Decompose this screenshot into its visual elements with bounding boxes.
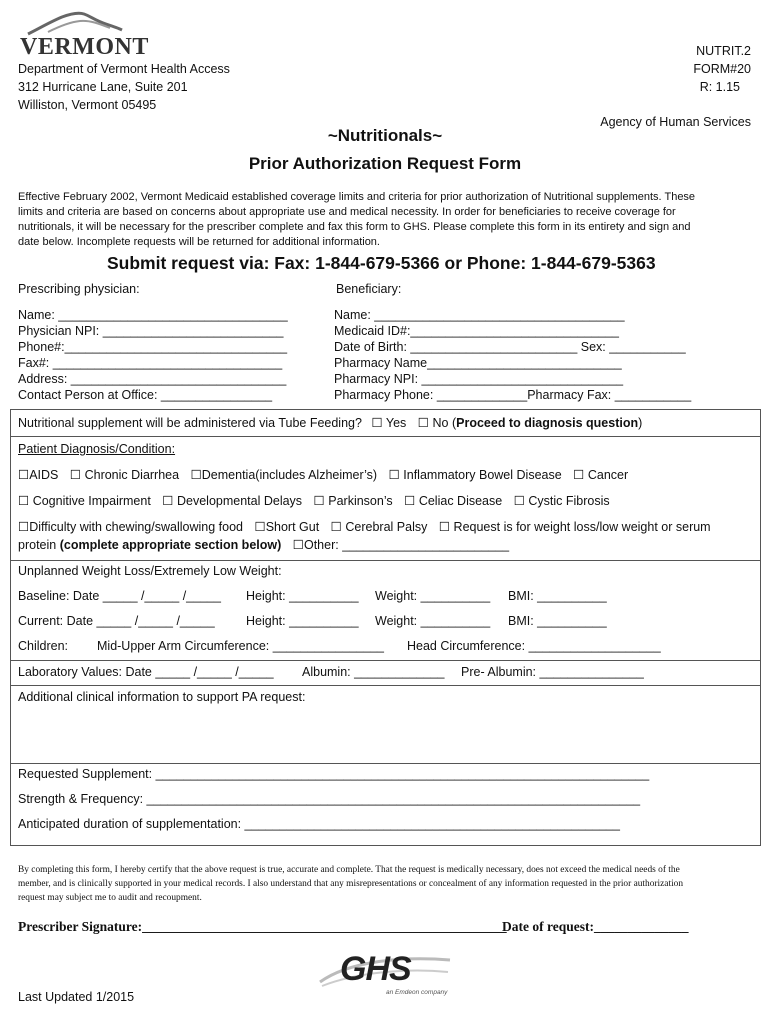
baseline-date-field[interactable]: Baseline: Date _____ /_____ /_____ xyxy=(18,589,221,603)
certify-line: By completing this form, I hereby certify that the above request is true, accurate and complete. That the request is medically necessary, does not exceed the medical needs of the xyxy=(18,865,680,875)
prescriber-npi-field[interactable]: Physician NPI: __________________________ xyxy=(18,324,284,338)
chewing-checkbox[interactable]: ☐ xyxy=(18,520,30,534)
cystic-fibrosis-label: Cystic Fibrosis xyxy=(528,494,610,508)
ghs-logo xyxy=(318,950,453,1000)
prescriber-phone-field[interactable]: Phone#:________________________________ xyxy=(18,340,288,354)
current-height-field[interactable]: Height: __________ xyxy=(246,614,359,628)
ghs-tagline: an Emdeon company xyxy=(386,989,448,996)
address-line-2: Williston, Vermont 05495 xyxy=(18,98,157,112)
pharmacy-npi-field[interactable]: Pharmacy NPI: _____________________________ xyxy=(334,372,624,386)
logo-text: VERMONT xyxy=(20,34,149,60)
prescriber-contact-field[interactable]: Contact Person at Office: ________________ xyxy=(18,388,273,402)
ibd-label: Inflammatory Bowel Disease xyxy=(403,468,562,482)
baseline-height-field[interactable]: Height: __________ xyxy=(246,589,359,603)
proceed-note: Proceed to diagnosis question xyxy=(456,416,639,430)
cancer-label: Cancer xyxy=(587,468,629,482)
other-field[interactable]: Other: ________________________ xyxy=(303,538,510,552)
pharmacy-phone-fax-field[interactable]: Pharmacy Phone: _____________Pharmacy Fax: ___________ xyxy=(334,388,692,402)
prescriber-signature-field[interactable]: Prescriber Signature:______________________________________________________ xyxy=(18,919,507,934)
albumin-field[interactable]: Albumin: _____________ xyxy=(302,665,445,679)
beneficiary-name-field[interactable]: Name: ____________________________________ xyxy=(334,308,625,322)
agency-name: Agency of Human Services xyxy=(600,115,751,129)
diagnosis-row-3 xyxy=(18,519,711,534)
strength-frequency-field[interactable]: Strength & Frequency: _______________________________________________________________________ xyxy=(18,792,641,806)
weight-loss-checkbox[interactable]: ☐ xyxy=(438,520,451,534)
requested-supplement-field[interactable]: Requested Supplement: _______________________________________________________________________ xyxy=(18,767,650,781)
baseline-bmi-field[interactable]: BMI: __________ xyxy=(508,589,607,603)
parkinsons-checkbox[interactable]: ☐ xyxy=(313,494,325,508)
cerebral-palsy-checkbox[interactable]: ☐ xyxy=(330,520,342,534)
tube-feeding-row xyxy=(18,415,642,430)
submit-instructions: Submit request via: Fax: 1-844-679-5366 or Phone: 1-844-679-5363 xyxy=(107,253,656,273)
ghs-logo-text: GHS xyxy=(340,950,411,988)
children-label: Children: xyxy=(18,639,69,653)
intro-line: Effective February 2002, Vermont Medicaid established coverage limits and criteria for prior authorization of Nutritional supplements. These xyxy=(18,191,696,203)
dob-sex-field[interactable]: Date of Birth: ________________________ Sex: ___________ xyxy=(334,340,686,354)
protein-label: protein xyxy=(18,538,60,552)
medicaid-id-field[interactable]: Medicaid ID#:______________________________ xyxy=(334,324,619,338)
cystic-fibrosis-checkbox[interactable]: ☐ xyxy=(513,494,525,508)
address-line-1: 312 Hurricane Lane, Suite 201 xyxy=(18,80,188,94)
form-title-1: ~Nutritionals~ xyxy=(327,126,443,145)
last-updated: Last Updated 1/2015 xyxy=(18,990,135,1004)
prescriber-fax-field[interactable]: Fax#: _________________________________ xyxy=(18,356,283,370)
certify-line: member, and is clinically supported in your medical records. I also understand that any misrepresentations or concealment of any information requested in the prior authorization xyxy=(18,879,684,889)
intro-line: limits and criteria are based on concerns about appropriate use and medical necessity. In order for beneficiaries to receive coverage for xyxy=(18,206,676,218)
current-date-field[interactable]: Current: Date _____ /_____ /_____ xyxy=(18,614,215,628)
weight-loss-label: Request is for weight loss/low weight or serum xyxy=(453,520,711,534)
intro-line: nutritionals, it will be necessary for the prescriber complete and fax this form to GHS. Please complete this form in its entirety and sign and xyxy=(18,221,691,233)
certify-line: request may subject me to audit and recoupment. xyxy=(18,893,202,903)
chronic-diarrhea-checkbox[interactable]: ☐ xyxy=(69,468,82,482)
prescriber-name-field[interactable]: Name: _________________________________ xyxy=(18,308,288,322)
yes-checkbox[interactable]: ☐ xyxy=(371,416,383,430)
yes-label: Yes xyxy=(385,416,407,430)
intro-line: date below. Incomplete requests will be returned for additional information. xyxy=(18,236,380,248)
cancer-checkbox[interactable]: ☐ xyxy=(573,468,585,482)
form-code-3: R: 1.15 xyxy=(699,80,740,94)
muac-field[interactable]: Mid-Upper Arm Circumference: ________________ xyxy=(97,639,384,653)
diagnosis-heading: Patient Diagnosis/Condition: xyxy=(18,442,176,456)
current-weight-field[interactable]: Weight: __________ xyxy=(375,614,491,628)
pharmacy-name-field[interactable]: Pharmacy Name____________________________ xyxy=(334,356,622,370)
tube-feeding-question: Nutritional supplement will be administered via Tube Feeding? xyxy=(18,416,362,430)
additional-info-area[interactable] xyxy=(12,706,757,761)
aids-label: AIDS xyxy=(29,468,59,482)
prescriber-address-field[interactable]: Address: _______________________________ xyxy=(18,372,287,386)
cognitive-label: Cognitive Impairment xyxy=(32,494,151,508)
developmental-checkbox[interactable]: ☐ xyxy=(162,494,174,508)
date-of-request-field[interactable]: Date of request:______________ xyxy=(502,919,689,934)
parkinsons-label: Parkinson’s xyxy=(328,494,393,508)
complete-section-note: (complete appropriate section below) xyxy=(59,538,282,552)
current-bmi-field[interactable]: BMI: __________ xyxy=(508,614,607,628)
ibd-checkbox[interactable]: ☐ xyxy=(388,468,400,482)
developmental-label: Developmental Delays xyxy=(177,494,303,508)
cerebral-palsy-label: Cerebral Palsy xyxy=(345,520,428,534)
form-code-2: FORM#20 xyxy=(693,62,751,76)
close-paren: ) xyxy=(638,416,643,430)
chewing-label: Difficulty with chewing/swallowing food xyxy=(29,520,243,534)
dept-name: Department of Vermont Health Access xyxy=(18,62,230,76)
aids-checkbox[interactable]: ☐ xyxy=(18,468,30,482)
celiac-checkbox[interactable]: ☐ xyxy=(404,494,416,508)
beneficiary-heading: Beneficiary: xyxy=(336,282,402,296)
head-circumference-field[interactable]: Head Circumference: ___________________ xyxy=(407,639,661,653)
prescriber-heading: Prescribing physician: xyxy=(18,282,140,296)
diagnosis-row-1 xyxy=(18,467,628,482)
chronic-diarrhea-label: Chronic Diarrhea xyxy=(84,468,180,482)
diagnosis-row-3b xyxy=(18,537,509,552)
weight-heading: Unplanned Weight Loss/Extremely Low Weight: xyxy=(18,564,282,578)
baseline-weight-field[interactable]: Weight: __________ xyxy=(375,589,491,603)
additional-info-label: Additional clinical information to support PA request: xyxy=(18,690,306,704)
diagnosis-row-2 xyxy=(18,493,610,508)
cognitive-checkbox[interactable]: ☐ xyxy=(18,494,30,508)
no-label: No ( xyxy=(432,416,457,430)
dementia-checkbox[interactable]: ☐ xyxy=(190,468,202,482)
form-title-2: Prior Authorization Request Form xyxy=(248,154,522,173)
other-checkbox[interactable]: ☐ xyxy=(292,538,304,552)
form-code-1: NUTRIT.2 xyxy=(696,44,751,58)
celiac-label: Celiac Disease xyxy=(418,494,503,508)
short-gut-checkbox[interactable]: ☐ xyxy=(254,520,266,534)
duration-field[interactable]: Anticipated duration of supplementation: ______________________________________________________ xyxy=(18,817,620,831)
short-gut-label: Short Gut xyxy=(265,520,320,534)
dementia-label: Dementia(includes Alzheimer’s) xyxy=(201,468,378,482)
no-checkbox[interactable]: ☐ xyxy=(417,416,430,430)
vermont-logo xyxy=(20,8,149,60)
lab-date-field[interactable]: Laboratory Values: Date _____ /_____ /_____ xyxy=(18,665,274,679)
prealbumin-field[interactable]: Pre- Albumin: _______________ xyxy=(461,665,644,679)
